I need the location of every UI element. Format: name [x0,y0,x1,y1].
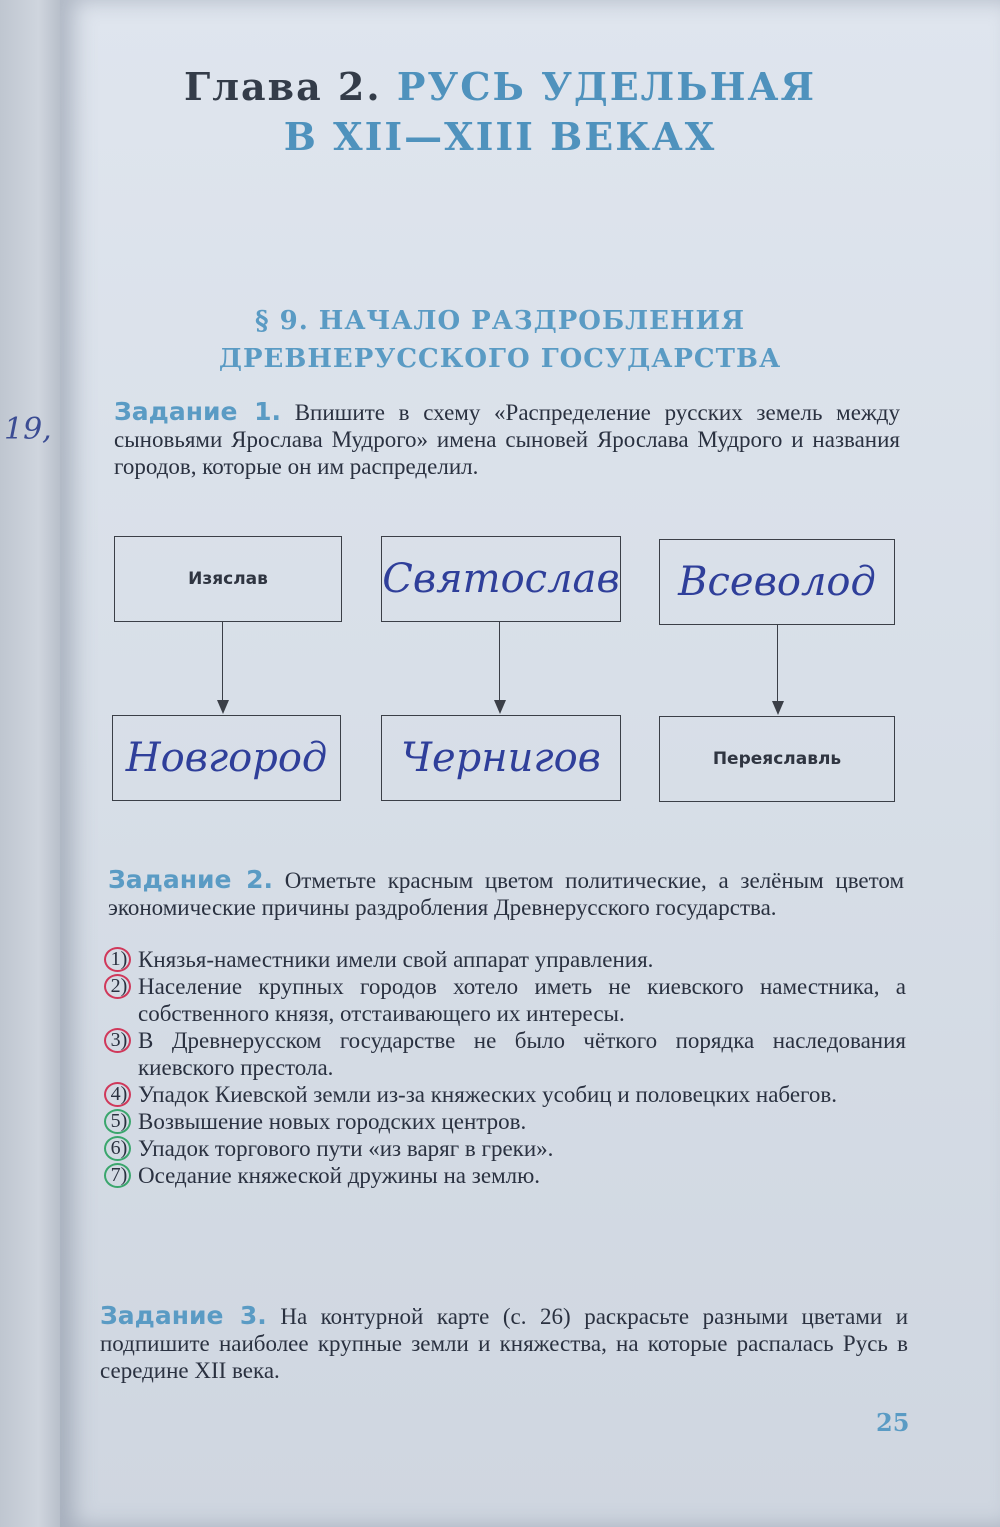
chapter-heading [0,62,1000,162]
list-item-number: 6) [110,1137,128,1159]
city-name-2-handwritten: Чернигов [401,735,601,781]
list-item-text: Оседание княжеской дружины на землю. [138,1163,541,1188]
list-item [106,1108,906,1135]
margin-handwritten-note: 19, [4,412,52,447]
chapter-label: Глава 2. [184,64,382,109]
page-number: 25 [876,1408,910,1437]
task2-label: Задание 2. [108,865,273,894]
list-item-text: В Древнерусском государстве не было чёткого порядка наследования киевского престола. [138,1028,906,1080]
list-item-number: 3) [110,1029,128,1051]
task1-label: Задание 1. [114,397,281,426]
section-heading [0,302,1000,378]
list-item-text: Князья-наместники имели свой аппарат управления. [138,947,654,972]
city-name-1-handwritten: Новгород [125,735,328,781]
son-name-1: Изяслав [188,569,268,589]
list-item-number: 4) [110,1083,128,1105]
list-item-number: 1) [110,948,128,970]
task2-list [106,946,906,1189]
chapter-title-line2: В XII—XIII ВЕКАХ [283,114,717,159]
list-item-text: Упадок Киевской земли из-за княжеских усобиц и половецких набегов. [138,1082,838,1107]
list-item-number: 7) [110,1164,128,1186]
task3-text: На контурной карте (с. 26) раскрасьте разными цветами и подпишите наиболее крупные земли и княжества, на которые распалась Русь в середине XII века. [100,1304,909,1383]
city-box-1 [112,715,341,801]
son-box-1 [114,536,342,622]
son-box-2 [381,536,621,622]
list-item-number: 5) [110,1110,128,1132]
arrow-line-1 [222,622,223,702]
city-box-2 [381,715,621,801]
section-title-line1: § 9. НАЧАЛО РАЗДРОБЛЕНИЯ [254,306,746,336]
list-item [106,1027,906,1081]
list-item [106,1135,906,1162]
task2-text: Отметьте красным цветом политические, а зелёным цветом экономические причины раздробления Древнерусского государства. [108,868,904,920]
arrow-line-3 [777,625,778,703]
task3-label: Задание 3. [100,1301,267,1330]
chapter-title-line1: РУСЬ УДЕЛЬНАЯ [396,64,816,109]
arrow-head-1 [217,700,229,714]
list-item-text: Возвышение новых городских центров. [138,1109,527,1134]
list-item [106,1162,906,1189]
arrow-head-3 [772,701,784,715]
task1-paragraph [114,398,900,480]
arrow-line-2 [499,622,500,702]
son-box-3 [659,539,895,625]
list-item [106,1081,906,1108]
city-box-3 [659,716,895,802]
task1-text: Впишите в схему «Распределение русских земель между сыновьями Ярослава Мудрого» имена сыновей Ярослава Мудрого и названия городов, которые он им распределил. [114,400,900,479]
task3-paragraph [100,1302,908,1384]
list-item [106,973,906,1027]
list-item-text: Население крупных городов хотело иметь не киевского наместника, а собственного князя, отстаивающего их интересы. [138,974,906,1026]
arrow-head-2 [494,700,506,714]
list-item-text: Упадок торгового пути «из варяг в греки». [138,1136,554,1161]
city-name-3: Переяславль [712,749,842,769]
list-item-number: 2) [110,975,128,997]
list-item [106,946,906,973]
son-name-3-handwritten: Всеволод [678,559,876,605]
section-title-line2: ДРЕВНЕРУССКОГО ГОСУДАРСТВА [218,344,782,374]
task2-paragraph [108,866,904,921]
son-name-2-handwritten: Святослав [382,556,620,602]
